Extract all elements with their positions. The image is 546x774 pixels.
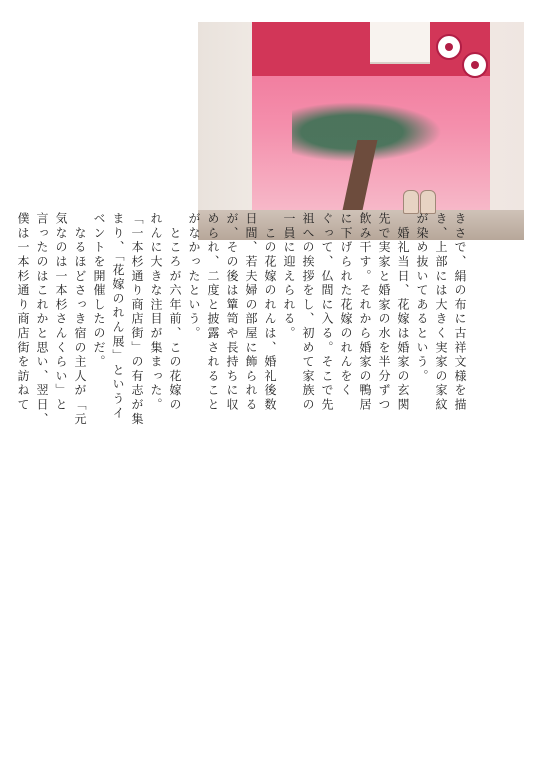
text-column: められ、二度と披露されること xyxy=(206,212,220,413)
text-column: ベントを開催したのだ。 xyxy=(92,212,106,370)
text-column: 言ったのはこれかと思い、翌日、 xyxy=(35,212,49,427)
text-column: 祖への挨拶をし、初めて家族の xyxy=(301,212,315,413)
text-column: 婚礼当日、花嫁は婚家の玄関 xyxy=(396,212,410,413)
text-column: 先で実家と婚家の水を半分ずつ xyxy=(377,212,391,413)
text-column: 僕は一本杉通り商店街を訪ねて xyxy=(16,212,30,413)
text-column: がなかったという。 xyxy=(187,212,201,341)
text-column: この花嫁のれんは、婚礼後数 xyxy=(263,212,277,413)
text-column: が、その後は簞笥や長持ちに収 xyxy=(225,212,239,413)
text-column: き、上部には大きく実家の家紋 xyxy=(434,212,448,413)
text-column: 一員に迎えられる。 xyxy=(282,212,296,341)
text-column: ぐって、仏間に入る。そこで先 xyxy=(320,212,334,413)
text-column: 「一本杉通り商店街」の有志が集 xyxy=(130,212,144,427)
text-column: に下げられた花嫁のれんをく xyxy=(339,212,353,398)
text-column: まり、「花嫁のれん展」というイ xyxy=(111,212,125,421)
text-column: ところが六年前、この花嫁の xyxy=(168,212,182,413)
text-column: きさで、絹の布に古祥文様を描 xyxy=(453,212,467,413)
text-column: 飲み干す。それから婚家の鴨居 xyxy=(358,212,372,413)
text-column: 気なのは一本杉さんくらい」と xyxy=(54,212,68,413)
text-column: なるほどさっき宿の主人が「元 xyxy=(73,212,87,427)
text-column: 日間、若夫婦の部屋に飾られる xyxy=(244,212,258,413)
article-body xyxy=(0,14,546,754)
text-column: が染め抜いてあるという。 xyxy=(415,212,429,384)
text-column: れんに大きな注目が集まった。 xyxy=(149,212,163,413)
